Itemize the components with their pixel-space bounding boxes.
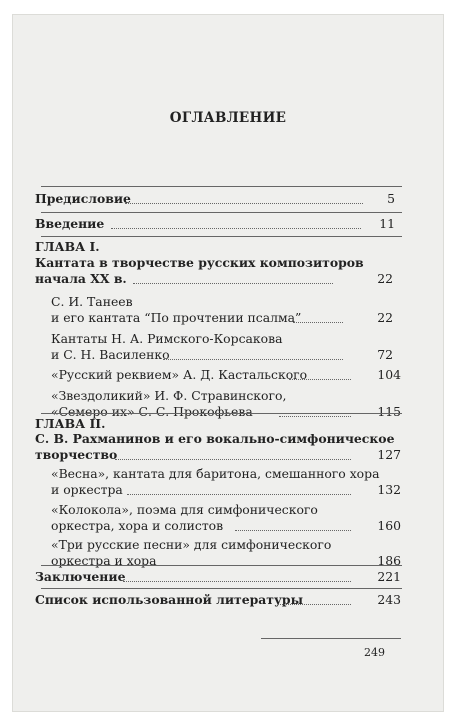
chapter2-heading: ГЛАВА II. — [35, 416, 106, 431]
chapter1-title-line2: начала XX в. — [35, 271, 127, 286]
divider — [41, 413, 402, 414]
dot-leader — [127, 494, 351, 495]
page-number: 249 — [364, 646, 385, 659]
dot-leader — [278, 604, 351, 605]
book-page — [12, 14, 444, 712]
toc-entry-page: 132 — [377, 482, 401, 497]
dot-leader — [123, 581, 351, 582]
chapter2-title-line1: С. В. Рахманинов и его вокально-симфоническое — [35, 431, 395, 446]
toc-entry-page: 72 — [377, 347, 393, 362]
dot-leader — [293, 322, 343, 323]
toc-preface-label: Предисловие — [35, 191, 131, 206]
toc-entry-line: и его кантата “По прочтении псалма” — [51, 310, 302, 325]
toc-entry-line: «Три русские песни» для симфонического — [51, 537, 332, 552]
dot-leader — [289, 379, 351, 380]
toc-entry-line: «Колокола», поэма для симфонического — [51, 502, 318, 517]
toc-conclusion-page: 221 — [377, 569, 401, 584]
dot-leader — [235, 530, 351, 531]
dot-leader — [125, 203, 363, 204]
divider — [41, 565, 402, 566]
dot-leader — [111, 228, 361, 229]
toc-entry-page: 115 — [377, 404, 401, 419]
chapter2-title-line2: творчество — [35, 447, 118, 462]
toc-entry-page: 104 — [377, 367, 401, 382]
toc-preface-page: 5 — [387, 191, 395, 206]
dot-leader — [133, 283, 333, 284]
chapter1-heading: ГЛАВА I. — [35, 239, 100, 254]
toc-entry-line: С. И. Танеев — [51, 294, 133, 309]
divider — [41, 186, 402, 187]
toc-bibliography-label: Список использованной литературы — [35, 592, 303, 607]
toc-entry-line: «Звездоликий» И. Ф. Стравинского, — [51, 388, 287, 403]
toc-entry-line: «Русский реквием» А. Д. Кастальского — [51, 367, 308, 382]
dot-leader — [279, 416, 351, 417]
chapter2-page: 127 — [377, 447, 401, 462]
toc-entry-line: и С. Н. Василенко — [51, 347, 170, 362]
toc-intro-page: 11 — [379, 216, 395, 231]
toc-conclusion-label: Заключение — [35, 569, 126, 584]
toc-entry-page: 186 — [377, 553, 401, 568]
toc-entry-page: 160 — [377, 518, 401, 533]
toc-entry-line: и оркестра — [51, 482, 123, 497]
toc-entry-page: 22 — [377, 310, 393, 325]
toc-entry-line: Кантаты Н. А. Римского-Корсакова — [51, 331, 283, 346]
footer-rule — [261, 638, 401, 639]
toc-entry-line: «Весна», кантата для баритона, смешанного хора — [51, 466, 380, 481]
toc-bibliography-page: 243 — [377, 592, 401, 607]
chapter1-page: 22 — [377, 271, 393, 286]
divider — [41, 588, 402, 589]
page-title: ОГЛАВЛЕНИЕ — [169, 110, 287, 126]
toc-entry-line: оркестра, хора и солистов — [51, 518, 224, 533]
toc-entry-line: оркестра и хора — [51, 553, 157, 568]
divider — [41, 212, 402, 213]
toc-intro-label: Введение — [35, 216, 105, 231]
chapter1-title-line1: Кантата в творчестве русских композиторов — [35, 255, 364, 270]
toc-entry-line: «Семеро их» С. С. Прокофьева — [51, 404, 253, 419]
dot-leader — [115, 459, 351, 460]
divider — [41, 236, 402, 237]
dot-leader — [163, 359, 343, 360]
